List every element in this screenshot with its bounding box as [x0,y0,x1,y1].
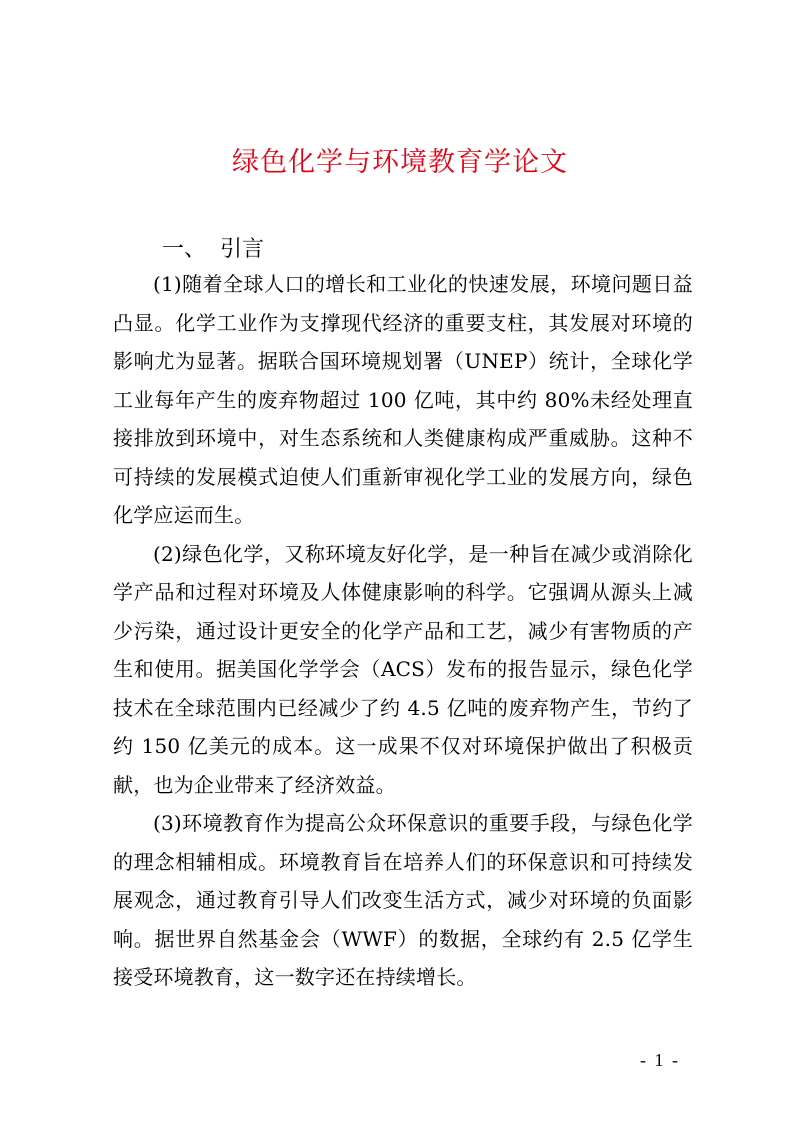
document-title: 绿色化学与环境教育学论文 [232,147,568,178]
document-body [113,265,693,997]
paragraph-2: (2)绿色化学，又称环境友好化学，是一种旨在减少或消除化学产品和过程对环境及人体健康影响的科学。它强调从源头上减少污染，通过设计更安全的化学产品和工艺，减少有害物质的产生和使用。据美国化学学会（ACS）发布的报告显示，绿色化学技术在全球范围内已经减少了约 4.5 亿吨的废弃物产生，节约了约 150 亿美元的成本。这一成果不仅对环境保护做出了积极贡献，也为企业带来了经济效益。 [113,541,693,797]
page-number: - 1 - [640,1050,680,1070]
paragraph-1: (1)随着全球人口的增长和工业化的快速发展，环境问题日益凸显。化学工业作为支撑现代经济的重要支柱，其发展对环境的影响尤为显著。据联合国环境规划署（UNEP）统计，全球化学工业每年产生的废弃物超过 100 亿吨，其中约 80%未经处理直接排放到环境中，对生态系统和人类健康构成严重威胁。这种不可持续的发展模式迫使人们重新审视化学工业的发展方向，绿色化学应运而生。 [113,272,693,527]
section-heading-introduction: 一、 引言 [162,237,264,262]
paragraph-3: (3)环境教育作为提高公众环保意识的重要手段，与绿色化学的理念相辅相成。环境教育旨在培养人们的环保意识和可持续发展观念，通过教育引导人们改变生活方式，减少对环境的负面影响。据世界自然基金会（WWF）的数据，全球约有 2.5 亿学生接受环境教育，这一数字还在持续增长。 [113,811,693,989]
